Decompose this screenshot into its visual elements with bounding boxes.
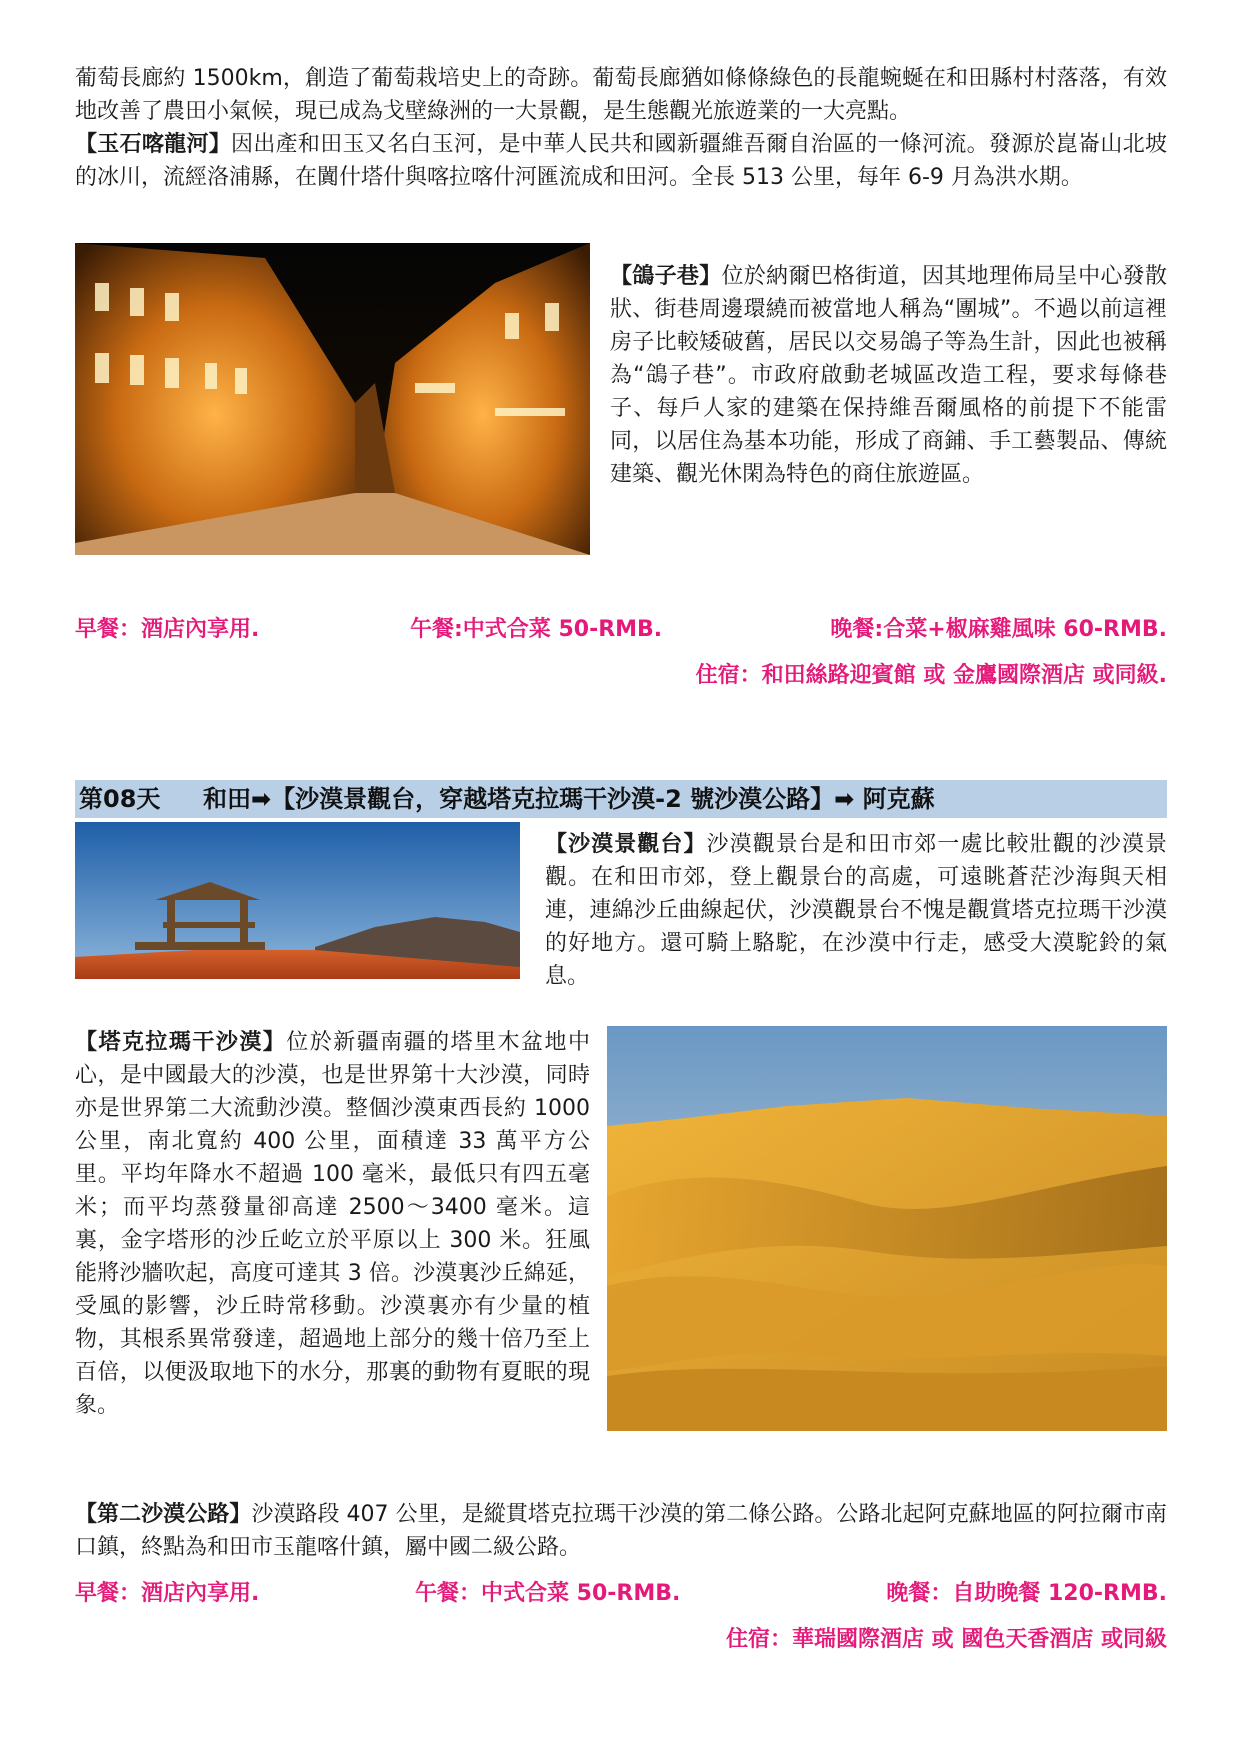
taklamakan-paragraph bbox=[75, 1026, 590, 1422]
desert-highway-text: 沙漠路段 407 公里，是縱貫塔克拉瑪干沙漠的第二條公路。公路北起阿克蘇地區的阿拉爾市南口鎮，終點為和田市玉龍喀什鎮，屬中國二級公路。 bbox=[75, 1502, 1167, 1560]
intro-block bbox=[75, 62, 1167, 194]
desert-platform-photo bbox=[75, 822, 520, 979]
desert-platform-paragraph bbox=[545, 828, 1167, 993]
taklamakan-photo bbox=[607, 1026, 1167, 1431]
day7-meals bbox=[75, 612, 1167, 646]
desert-highway-block bbox=[75, 1498, 1167, 1564]
jade-river-text: 因出產和田玉又名白玉河，是中華人民共和國新疆維吾爾自治區的一條河流。發源於崑崙山北坡的冰川，流經洛浦縣，在闐什塔什與喀拉喀什河匯流成和田河。全長 513 公里，每年 6-9 月為洪水期。 bbox=[75, 132, 1167, 190]
day7-dinner: 晚餐:合菜+椒麻雞風味 60-RMB. bbox=[830, 617, 1167, 642]
desert-highway-paragraph bbox=[75, 1498, 1167, 1564]
desert-platform-block bbox=[545, 828, 1167, 993]
pigeon-lane-photo bbox=[75, 243, 590, 555]
itinerary-page bbox=[75, 0, 1167, 1755]
day8-breakfast: 早餐：酒店內享用. bbox=[75, 1581, 260, 1606]
day8-lodging: 住宿：華瑞國際酒店 或 國色天香酒店 或同級 bbox=[726, 1627, 1167, 1652]
intro-paragraph: 葡萄長廊約 1500km，創造了葡萄栽培史上的奇跡。葡萄長廊猶如條條綠色的長龍蜿蜒在和田縣村村落落，有效地改善了農田小氣候，現已成為戈壁綠洲的一大景觀，是生態觀光旅遊業的一大亮點。 bbox=[75, 66, 1167, 124]
pigeon-lane-text: 位於納爾巴格街道，因其地理佈局呈中心發散狀、街巷周邊環繞而被當地人稱為“團城”。不過以前這裡房子比較矮破舊，居民以交易鴿子等為生計，因此也被稱為“鴿子巷”。市政府啟動老城區改造工程，要求每條巷子、每戶人家的建築在保持維吾爾風格的前提下不能雷同，以居住為基本功能，形成了商鋪、手工藝製品、傳統建築、觀光休閑為特色的商住旅遊區。 bbox=[610, 264, 1167, 487]
day8-route: 和田➡【沙漠景觀台，穿越塔克拉瑪干沙漠-2 號沙漠公路】➡ 阿克蘇 bbox=[203, 785, 935, 813]
taklamakan-title: 【塔克拉瑪干沙漠】 bbox=[75, 1030, 287, 1055]
pigeon-lane-paragraph bbox=[610, 260, 1167, 491]
jade-river-paragraph bbox=[75, 128, 1167, 194]
taklamakan-block bbox=[75, 1026, 590, 1422]
pigeon-lane-block bbox=[610, 260, 1167, 491]
day7-lunch: 午餐:中式合菜 50-RMB. bbox=[410, 617, 663, 642]
day7-breakfast: 早餐：酒店內享用. bbox=[75, 617, 260, 642]
day8-number: 第08天 bbox=[79, 785, 161, 813]
pigeon-lane-title: 【鴿子巷】 bbox=[610, 264, 722, 289]
day8-header bbox=[75, 780, 1167, 818]
jade-river-title: 【玉石喀龍河】 bbox=[75, 132, 232, 157]
desert-highway-title: 【第二沙漠公路】 bbox=[75, 1502, 252, 1527]
desert-platform-text: 沙漠觀景台是和田市郊一處比較壯觀的沙漠景觀。在和田市郊，登上觀景台的高處，可遠眺蒼茫沙海與天相連，連綿沙丘曲線起伏，沙漠觀景台不愧是觀賞塔克拉瑪干沙漠的好地方。還可騎上駱駝，在沙漠中行走，感受大漠駝鈴的氣息。 bbox=[545, 832, 1167, 989]
taklamakan-text: 位於新疆南疆的塔里木盆地中心，是中國最大的沙漠，也是世界第十大沙漠，同時亦是世界第二大流動沙漠。整個沙漠東西長約 1000 公里，南北寬約 400 公里，面積達 33 萬平方公里。平均年降水不超過 100 毫米，最低只有四五毫米；而平均蒸發量卻高達 2500～3400 毫米。這裏，金字塔形的沙丘屹立於平原以上 300 米。狂風能將沙牆吹起，高度可達其 3 倍。沙漠裏沙丘綿延，受風的影響，沙丘時常移動。沙漠裏亦有少量的植物，其根系異常發達，超過地上部分的幾十倍乃至上百倍，以便汲取地下的水分，那裏的動物有夏眠的現象。 bbox=[75, 1030, 590, 1418]
desert-platform-title: 【沙漠景觀台】 bbox=[545, 832, 707, 857]
day8-lunch: 午餐：中式合菜 50-RMB. bbox=[415, 1581, 681, 1606]
day8-dinner: 晚餐：自助晚餐 120-RMB. bbox=[886, 1581, 1167, 1606]
day7-lodging: 住宿：和田絲路迎賓館 或 金鷹國際酒店 或同級. bbox=[695, 663, 1167, 688]
day8-meals bbox=[75, 1576, 1167, 1610]
